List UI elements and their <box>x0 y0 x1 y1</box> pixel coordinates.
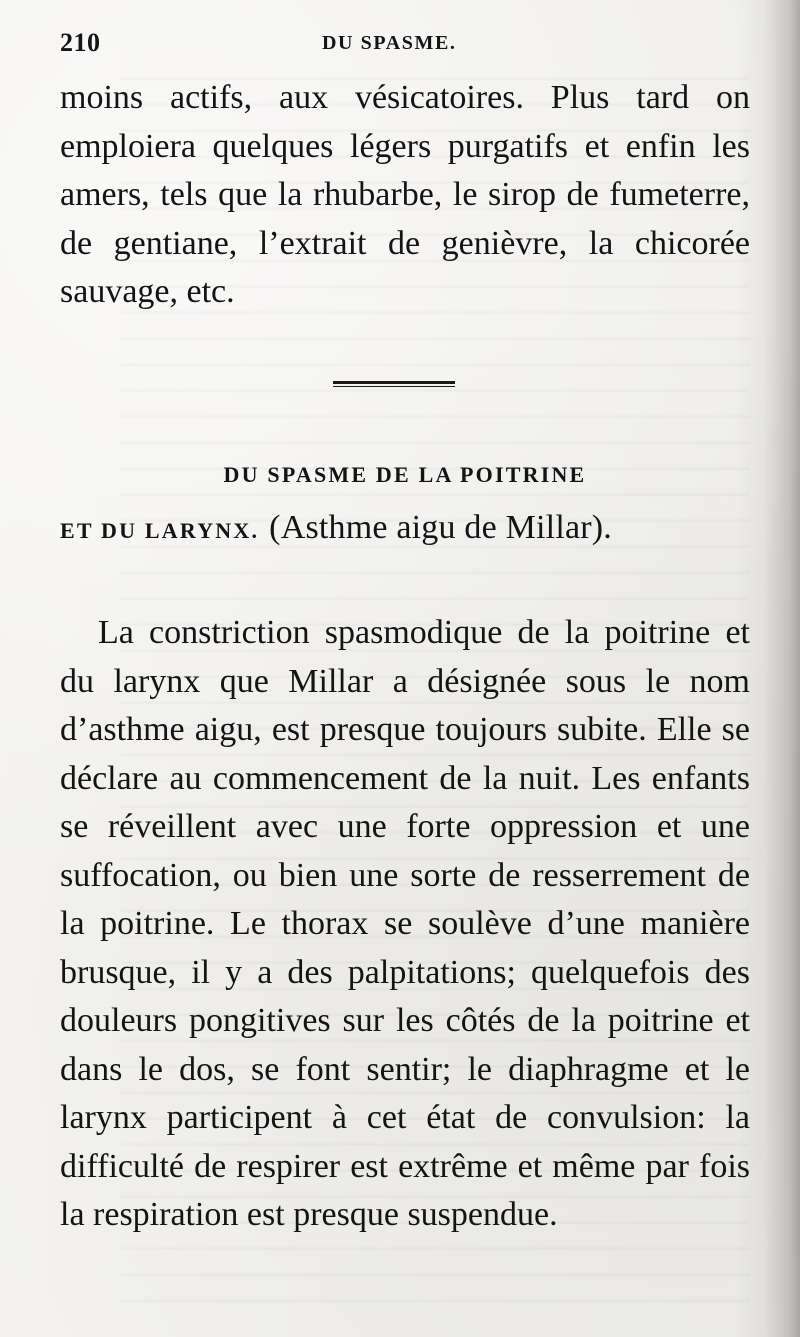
paragraph-top: moins actifs, aux vésicatoires. Plus tard on emploiera quelques légers purgatifs et enfin les amers, tels que la rhubarbe, le sirop de fumeterre, de gentiane, l’extrait de genièvre, la chicorée sauvage, etc. <box>60 79 750 310</box>
section-title-line2-normal: (Asthme aigu de Millar). <box>269 509 612 546</box>
paragraph-main: La constriction spasmodique de la poitrine et du larynx que Millar a désignée sous le nom d’asthme aigu, est presque toujours subite. Elle se déclare au commencement de la nuit. Les enfants se réveillent avec une forte oppression et une suffocation, ou bien une sorte de resserrement de la poitrine. Le thorax se soulève d’une manière brusque, il y a des palpitations; quelquefois des douleurs pongitives sur les côtés de la poitrine et dans le dos, se font sentir; le diaphragme et le larynx participent à cet état de convulsion: la difficulté de respirer est extrême et même par fois la respiration est presque suspendue. <box>60 614 750 1233</box>
section-title-line2 <box>60 509 750 547</box>
page-header <box>60 28 750 58</box>
page-number: 210 <box>60 28 101 57</box>
section-divider <box>333 381 455 387</box>
section-title-line2-smallcaps: ET DU LARYNX. <box>60 518 260 543</box>
running-head: DU SPASME. <box>322 32 457 54</box>
section-title-line1: DU SPASME DE LA POITRINE <box>223 462 587 487</box>
page-edge-shadow <box>764 0 800 1337</box>
